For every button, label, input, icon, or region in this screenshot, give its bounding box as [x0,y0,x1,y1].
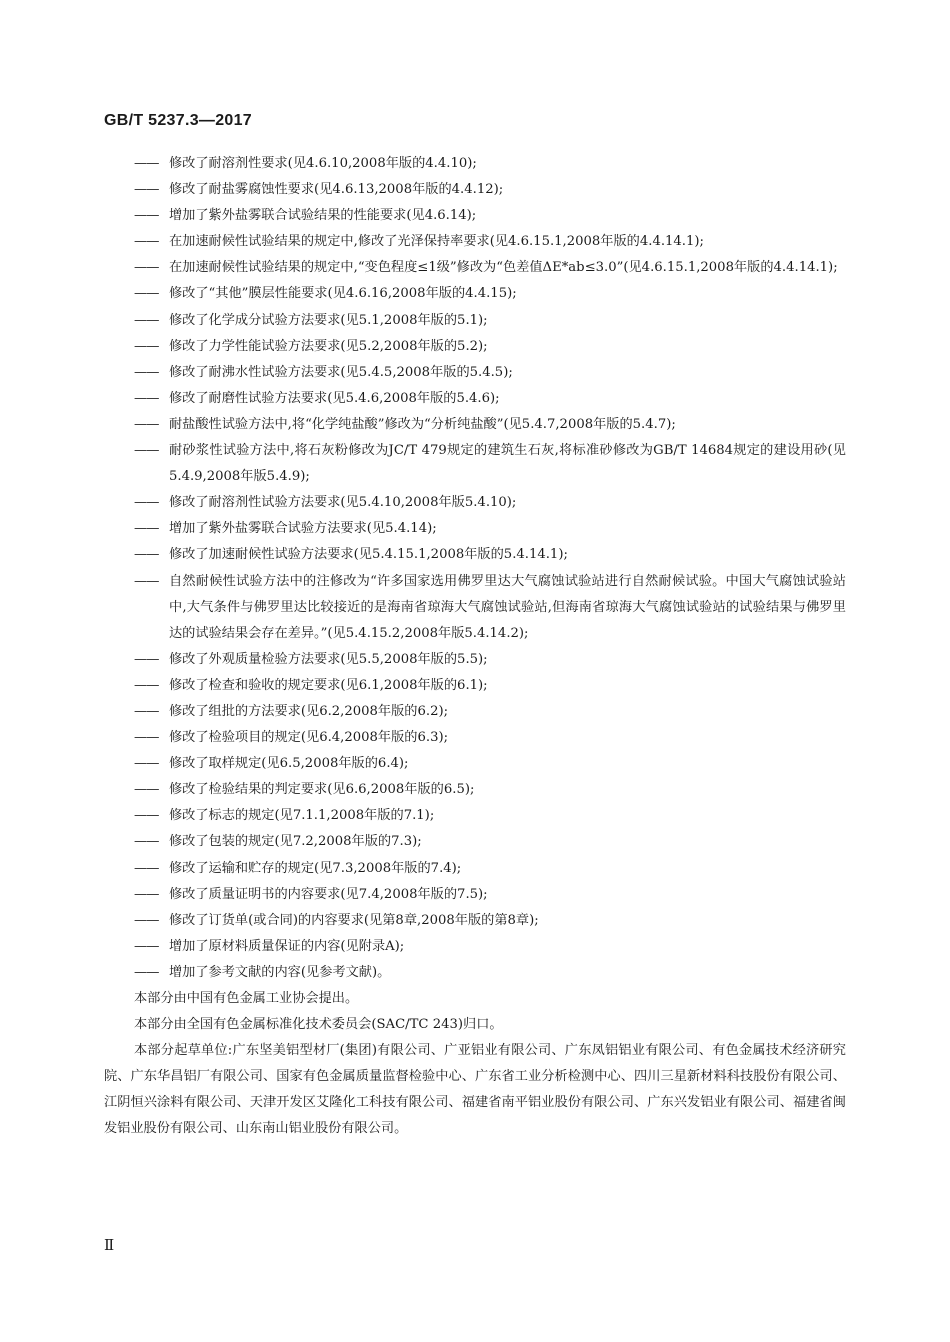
proposer-paragraph: 本部分由中国有色金属工业协会提出。 [134,991,359,1006]
list-dash: —— [134,208,159,224]
list-dash: —— [134,860,159,876]
change-item [134,699,846,725]
list-dash: —— [134,338,159,354]
list-dash: —— [134,521,159,537]
change-item [134,569,846,647]
change-item [134,882,846,908]
change-item [134,803,846,829]
list-dash: —— [134,364,159,380]
change-item-text: 自然耐候性试验方法中的注修改为“许多国家选用佛罗里达大气腐蚀试验站进行自然耐候试验。中国大气腐蚀试验站中,大气条件与佛罗里达比较接近的是海南省琼海大气腐蚀试验站,但海南省琼海大气腐蚀试验站的试验结果与佛罗里达的试验结果会存在差异。”(见5.4.15.2,2008年版5.4.14.2); [169,573,846,641]
change-item [134,516,846,542]
list-dash: —— [134,808,159,824]
change-item [134,203,846,229]
change-item-text: 修改了标志的规定(见7.1.1,2008年版的7.1); [169,808,435,824]
change-item-text: 修改了外观质量检验方法要求(见5.5,2008年版的5.5); [169,651,488,667]
list-dash: —— [134,938,159,954]
list-dash: —— [134,547,159,563]
change-item [134,412,846,438]
change-item-text: 修改了包装的规定(见7.2,2008年版的7.3); [169,834,422,850]
change-item-text: 修改了“其他”膜层性能要求(见4.6.16,2008年版的4.4.15); [169,286,517,302]
change-item [134,229,846,255]
list-dash: —— [134,495,159,511]
change-item [134,960,846,986]
change-item-text: 修改了耐磨性试验方法要求(见5.4.6,2008年版的5.4.6); [169,390,500,406]
change-item [134,334,846,360]
page-number: Ⅱ [104,1236,114,1254]
drafting-units-paragraph: 本部分起草单位:广东坚美铝型材厂(集团)有限公司、广亚铝业有限公司、广东凤铝铝业有限公司、有色金属技术经济研究院、广东华昌铝厂有限公司、国家有色金属质量监督检验中心、广东省工业分析检测中心、四川三星新材料科技股份有限公司、江阴恒兴涂料有限公司、天津开发区艾隆化工科技有限公司、福建省南平铝业股份有限公司、广东兴发铝业有限公司、福建省闽发铝业股份有限公司、山东南山铝业股份有限公司。 [104,1043,846,1137]
list-dash: —— [134,182,159,198]
change-item-text: 修改了质量证明书的内容要求(见7.4,2008年版的7.5); [169,886,488,902]
change-item-text: 在加速耐候性试验结果的规定中,修改了光泽保持率要求(见4.6.15.1,2008年版的4.4.14.1); [169,234,704,250]
list-dash: —— [134,964,159,980]
list-dash: —— [134,312,159,328]
list-dash: —— [134,703,159,719]
change-item [134,177,846,203]
change-item [134,151,846,177]
list-dash: —— [134,234,159,250]
list-dash: —— [134,156,159,171]
list-dash: —— [134,651,159,667]
change-item-text: 耐砂浆性试验方法中,将石灰粉修改为JC/T 479规定的建筑生石灰,将标准砂修改为GB/T 14684规定的建设用砂(见5.4.9,2008年版5.4.9); [169,443,846,485]
change-item [134,386,846,412]
change-item-text: 修改了检查和验收的规定要求(见6.1,2008年版的6.1); [169,677,488,693]
change-item-text: 修改了运输和贮存的规定(见7.3,2008年版的7.4); [169,860,462,876]
list-dash: —— [134,782,159,798]
list-dash: —— [134,390,159,406]
change-item-text: 增加了参考文献的内容(见参考文献)。 [169,964,391,980]
list-dash: —— [134,730,159,746]
change-item [134,308,846,334]
change-list [134,151,846,986]
change-item-text: 修改了订货单(或合同)的内容要求(见第8章,2008年版的第8章); [169,912,539,928]
change-item-text: 修改了检验项目的规定(见6.4,2008年版的6.3); [169,730,449,746]
change-item [134,281,846,307]
change-item-text: 修改了检验结果的判定要求(见6.6,2008年版的6.5); [169,782,475,798]
change-item-text: 修改了加速耐候性试验方法要求(见5.4.15.1,2008年版的5.4.14.1); [169,547,568,563]
change-item [134,751,846,777]
list-dash: —— [134,443,159,459]
list-dash: —— [134,912,159,928]
standard-number: GB/T 5237.3—2017 [104,112,252,129]
change-item-text: 修改了耐溶剂性试验方法要求(见5.4.10,2008年版5.4.10); [169,495,517,511]
change-item-text: 增加了原材料质量保证的内容(见附录A); [169,938,405,954]
change-item [134,673,846,699]
change-item [134,829,846,855]
change-item [134,647,846,673]
change-item [134,725,846,751]
change-item-text: 修改了组批的方法要求(见6.2,2008年版的6.2); [169,703,449,719]
change-item-text: 修改了耐溶剂性要求(见4.6.10,2008年版的4.4.10); [169,156,477,171]
change-item [134,490,846,516]
change-item-text: 修改了力学性能试验方法要求(见5.2,2008年版的5.2); [169,338,488,354]
list-dash: —— [134,573,159,589]
change-item [134,542,846,568]
change-item [134,360,846,386]
change-item-text: 增加了紫外盐雾联合试验方法要求(见5.4.14); [169,521,437,537]
change-item [134,777,846,803]
change-item [134,856,846,882]
change-item-text: 增加了紫外盐雾联合试验结果的性能要求(见4.6.14); [169,208,477,224]
change-item-text: 修改了耐盐雾腐蚀性要求(见4.6.13,2008年版的4.4.12); [169,182,504,198]
change-item-text: 修改了化学成分试验方法要求(见5.1,2008年版的5.1); [169,312,488,328]
list-dash: —— [134,834,159,850]
list-dash: —— [134,756,159,772]
change-item [134,934,846,960]
list-dash: —— [134,677,159,693]
change-item-text: 修改了耐沸水性试验方法要求(见5.4.5,2008年版的5.4.5); [169,364,513,380]
centralized-paragraph: 本部分由全国有色金属标准化技术委员会(SAC/TC 243)归口。 [134,1017,503,1033]
list-dash: —— [134,886,159,902]
change-item-text: 耐盐酸性试验方法中,将“化学纯盐酸”修改为“分析纯盐酸”(见5.4.7,2008年版的5.4.7); [169,416,676,432]
list-dash: —— [134,286,159,302]
list-dash: —— [134,416,159,432]
list-dash: —— [134,260,159,276]
change-item-text: 在加速耐候性试验结果的规定中,“变色程度≤1级”修改为“色差值ΔE*ab≤3.0”(见4.6.15.1,2008年版的4.4.14.1); [169,260,838,276]
change-item [134,255,846,281]
change-item-text: 修改了取样规定(见6.5,2008年版的6.4); [169,756,409,772]
document-body [104,151,846,1143]
change-item [134,438,846,490]
change-item [134,908,846,934]
